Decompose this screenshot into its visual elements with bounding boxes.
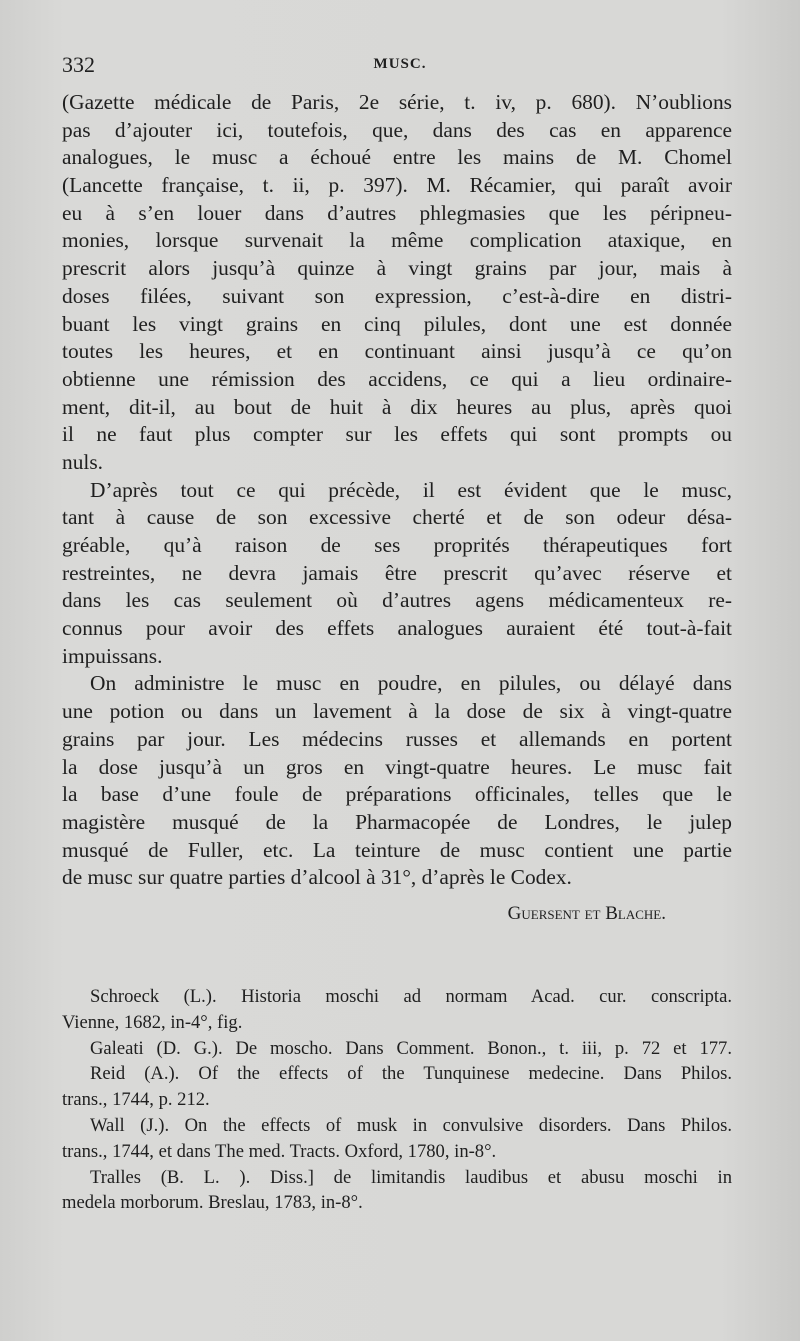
text-line: nuls. xyxy=(62,449,104,474)
text-line: analogues, le musc a échoué entre les mains de M. Chomel xyxy=(62,145,732,170)
page-number: 332 xyxy=(62,52,95,77)
bibliography-entry-line: trans., 1744, p. 212. xyxy=(62,1089,210,1111)
author-signature: Guersent et Blache. xyxy=(507,903,666,924)
body-text xyxy=(62,89,732,892)
text-line: magistère musqué de la Pharmacopée de Londres, le julep xyxy=(62,809,732,834)
bibliography-entry-line: Tralles (B. L. ). Diss.] de limitandis laudibus et abusu moschi in xyxy=(90,1166,732,1188)
paragraph-start-line: On administre le musc en poudre, en pilules, ou délayé dans xyxy=(90,671,732,696)
text-line: (Lancette française, t. ii, p. 397). M. Récamier, qui paraît avoir xyxy=(62,173,732,198)
bibliography-entry-line: Galeati (D. G.). De moscho. Dans Comment. Bonon., t. iii, p. 72 et 177. xyxy=(90,1037,732,1059)
text-line: dans les cas seulement où d’autres agens médicamenteux re- xyxy=(62,588,732,613)
bibliography-entry-line: Vienne, 1682, in-4°, fig. xyxy=(62,1011,243,1033)
bibliography-entry-line: Wall (J.). On the effects of musk in convulsive disorders. Dans Philos. xyxy=(90,1114,732,1136)
text-line: toutes les heures, et en continuant ainsi jusqu’à ce qu’on xyxy=(62,339,732,364)
bibliography-entry-line: medela morborum. Breslau, 1783, in-8°. xyxy=(62,1192,363,1214)
text-line: impuissans. xyxy=(62,643,163,668)
text-line: pas d’ajouter ici, toutefois, que, dans des cas en apparence xyxy=(62,117,732,142)
text-line: tant à cause de son excessive cherté et de son odeur désa- xyxy=(62,505,732,530)
text-line: obtienne une rémission des accidens, ce qui a lieu ordinaire- xyxy=(62,366,732,391)
text-line: ment, dit-il, au bout de huit à dix heures au plus, après quoi xyxy=(62,394,732,419)
page-header xyxy=(62,52,738,80)
running-head: MUSC. xyxy=(373,56,427,72)
text-line: la base d’une foule de préparations officinales, telles que le xyxy=(62,782,732,807)
paragraph-start-line: D’après tout ce qui précède, il est évident que le musc, xyxy=(90,477,732,502)
text-line: il ne faut plus compter sur les effets qui sont prompts ou xyxy=(62,422,732,447)
text-line: restreintes, ne devra jamais être prescrit qu’avec réserve et xyxy=(62,560,732,585)
text-line: monies, lorsque survenait la même complication ataxique, en xyxy=(62,228,732,253)
bibliography-entry-line: trans., 1744, et dans The med. Tracts. Oxford, 1780, in-8°. xyxy=(62,1140,497,1162)
text-line: une potion ou dans un lavement à la dose de six à vingt-quatre xyxy=(62,699,732,724)
text-line: connus pour avoir des effets analogues auraient été tout-à-fait xyxy=(62,616,732,641)
text-line: doses filées, suivant son expression, c’est-à-dire en distri- xyxy=(62,283,732,308)
text-line: eu à s’en louer dans d’autres phlegmasies que les péripneu- xyxy=(62,200,732,225)
text-line: musqué de Fuller, etc. La teinture de musc contient une partie xyxy=(62,837,732,862)
text-line: grains par jour. Les médecins russes et allemands en portent xyxy=(62,726,732,751)
text-line: de musc sur quatre parties d’alcool à 31°, d’après le Codex. xyxy=(62,865,572,890)
text-line: (Gazette médicale de Paris, 2e série, t. iv, p. 680). N’oublions xyxy=(62,90,732,114)
bibliography xyxy=(62,984,732,1216)
text-line: la dose jusqu’à un gros en vingt-quatre heures. Le musc fait xyxy=(62,754,732,779)
bibliography-entry-line: Reid (A.). Of the effects of the Tunquinese medecine. Dans Philos. xyxy=(90,1063,732,1085)
text-line: buant les vingt grains en cinq pilules, dont une est donnée xyxy=(62,311,732,336)
bibliography-entry-line: Schroeck (L.). Historia moschi ad normam Acad. cur. conscripta. xyxy=(90,986,732,1007)
text-line: gréable, qu’à raison de ses proprités thérapeutiques fort xyxy=(62,533,732,557)
text-line: prescrit alors jusqu’à quinze à vingt grains par jour, mais à xyxy=(62,256,732,281)
